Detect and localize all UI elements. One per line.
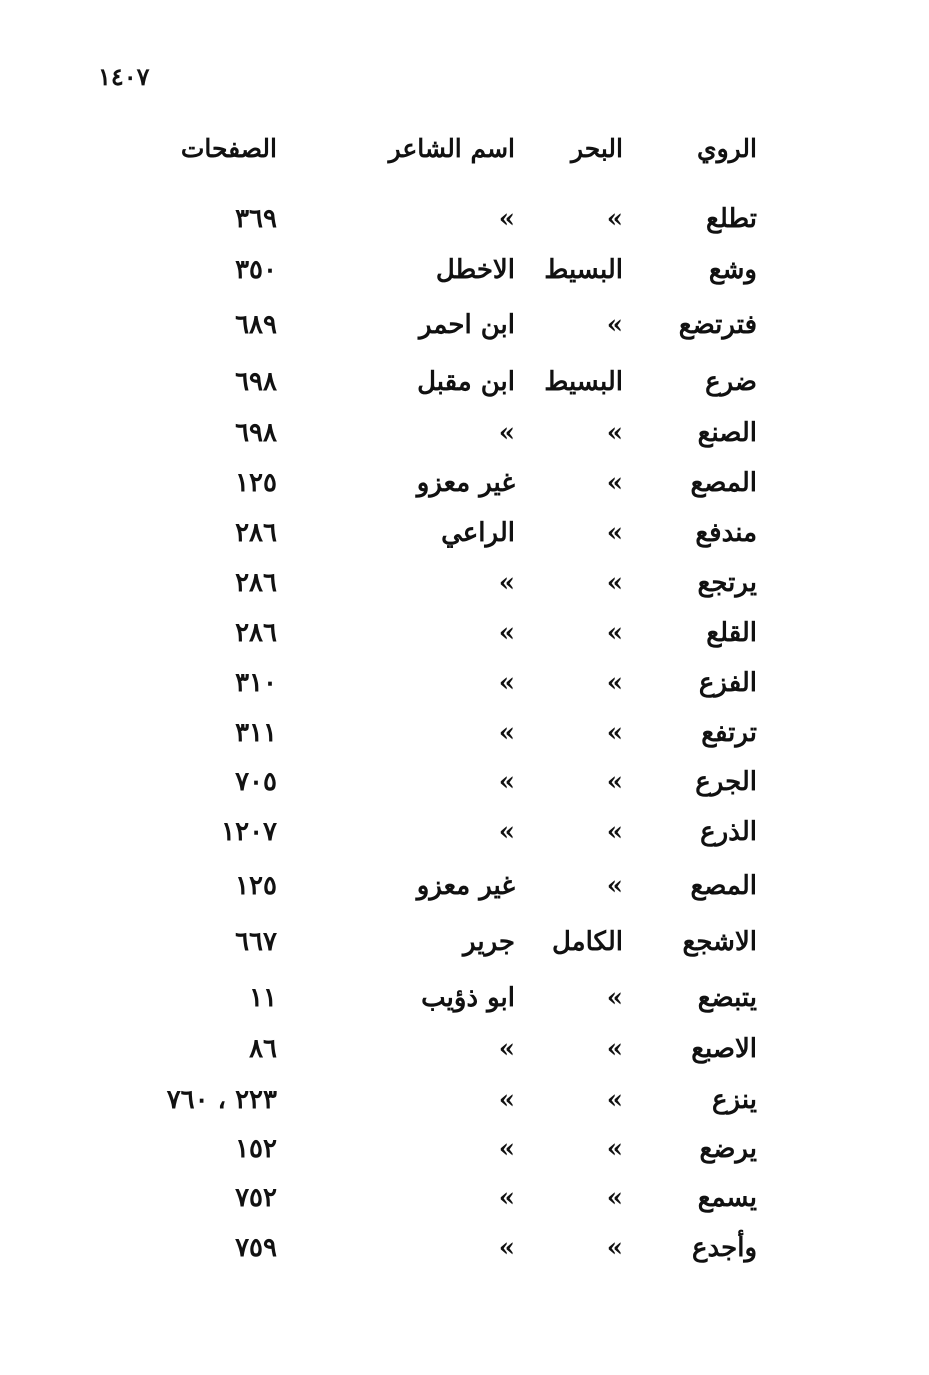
- table-row: [0, 1034, 929, 1080]
- poet-cell: »: [498, 668, 515, 698]
- pages-cell: ١٢٥: [235, 871, 277, 901]
- table-row: [0, 518, 929, 564]
- pages-cell: ١٥٢: [235, 1134, 277, 1164]
- pages-cell: ٢٨٦: [235, 518, 277, 548]
- bahr-cell: »: [606, 767, 623, 797]
- poet-cell: »: [498, 767, 515, 797]
- table-row: [0, 204, 929, 250]
- bahr-cell: الكامل: [551, 927, 623, 957]
- poet-cell: »: [498, 718, 515, 748]
- pages-cell: ٦٩٨: [235, 367, 277, 397]
- bahr-cell: »: [606, 204, 623, 234]
- bahr-cell: »: [606, 718, 623, 748]
- bahr-cell: »: [606, 1233, 623, 1263]
- rawi-cell: فترتضع: [678, 310, 757, 340]
- table-row: [0, 1233, 929, 1279]
- rawi-cell: تطلع: [705, 204, 757, 234]
- poet-cell: »: [498, 1034, 515, 1064]
- rawi-cell: الجرع: [695, 767, 757, 797]
- rawi-cell: القلع: [706, 618, 757, 648]
- bahr-cell: »: [606, 1034, 623, 1064]
- bahr-cell: »: [606, 668, 623, 698]
- poet-cell: »: [498, 817, 515, 847]
- bahr-cell: البسيط: [544, 255, 623, 285]
- table-row: [0, 927, 929, 973]
- bahr-cell: »: [606, 871, 623, 901]
- rawi-cell: مندفع: [695, 518, 757, 548]
- table-row: [0, 668, 929, 714]
- rawi-cell: يتبضع: [697, 983, 757, 1013]
- page-number: ١٤٠٧: [98, 62, 150, 91]
- bahr-cell: »: [606, 1183, 623, 1213]
- rawi-cell: وأجدع: [691, 1233, 757, 1263]
- poet-cell: غير معزو: [416, 871, 515, 901]
- table-row: [0, 618, 929, 664]
- poet-cell: غير معزو: [416, 468, 515, 498]
- pages-cell: ٦٨٩: [235, 310, 277, 340]
- pages-cell: ٢٢٣ ، ٧٦٠: [166, 1085, 277, 1115]
- table-row: [0, 568, 929, 614]
- table-row: [0, 367, 929, 413]
- bahr-cell: »: [606, 1085, 623, 1115]
- poet-cell: »: [498, 618, 515, 648]
- rawi-cell: الذرع: [700, 817, 757, 847]
- pages-cell: ١١: [249, 983, 277, 1013]
- pages-cell: ٧٠٥: [235, 767, 277, 797]
- table-row: [0, 817, 929, 863]
- poet-cell: ابن احمر: [419, 310, 515, 340]
- rawi-cell: الاصبع: [691, 1034, 757, 1064]
- rawi-cell: ترتفع: [701, 718, 757, 748]
- bahr-cell: »: [606, 817, 623, 847]
- bahr-cell: »: [606, 418, 623, 448]
- table-row: [0, 718, 929, 764]
- table-row: [0, 310, 929, 356]
- rawi-cell: المصع: [690, 468, 757, 498]
- pages-cell: ٣١٠: [235, 668, 277, 698]
- bahr-cell: »: [606, 310, 623, 340]
- rawi-cell: ينزع: [712, 1085, 757, 1115]
- bahr-cell: »: [606, 518, 623, 548]
- rawi-cell: يرضع: [699, 1134, 757, 1164]
- pages-cell: ٦٦٧: [235, 927, 277, 957]
- bahr-cell: »: [606, 618, 623, 648]
- bahr-cell: البسيط: [544, 367, 623, 397]
- header-pages: الصفحات: [180, 134, 277, 163]
- rawi-cell: ضرع: [705, 367, 757, 397]
- poet-cell: الراعي: [441, 518, 515, 548]
- pages-cell: ٧٥٩: [235, 1233, 277, 1263]
- bahr-cell: »: [606, 568, 623, 598]
- poet-cell: »: [498, 568, 515, 598]
- rawi-cell: يسمع: [697, 1183, 757, 1213]
- pages-cell: ٣٦٩: [235, 204, 277, 234]
- pages-cell: ٢٨٦: [235, 618, 277, 648]
- header-bahr: البحر: [570, 134, 623, 163]
- table-row: [0, 767, 929, 813]
- poet-cell: »: [498, 418, 515, 448]
- pages-cell: ٣٥٠: [235, 255, 277, 285]
- bahr-cell: »: [606, 1134, 623, 1164]
- poet-cell: »: [498, 1134, 515, 1164]
- rawi-cell: الصنع: [697, 418, 757, 448]
- table-row: [0, 1183, 929, 1229]
- pages-cell: ٧٥٢: [235, 1183, 277, 1213]
- table-header: [0, 134, 929, 180]
- poet-cell: »: [498, 204, 515, 234]
- table-row: [0, 983, 929, 1029]
- table-row: [0, 418, 929, 464]
- table-row: [0, 871, 929, 917]
- poet-cell: »: [498, 1233, 515, 1263]
- rawi-cell: المصع: [690, 871, 757, 901]
- header-rawi: الروي: [697, 134, 757, 163]
- bahr-cell: »: [606, 468, 623, 498]
- rawi-cell: يرتجع: [697, 568, 757, 598]
- poet-cell: »: [498, 1085, 515, 1115]
- table-row: [0, 1085, 929, 1131]
- rawi-cell: الفزع: [698, 668, 757, 698]
- poet-cell: ابو ذؤيب: [421, 983, 515, 1013]
- table-row: [0, 468, 929, 514]
- pages-cell: ٣١١: [235, 718, 277, 748]
- table-row: [0, 255, 929, 301]
- poet-cell: »: [498, 1183, 515, 1213]
- pages-cell: ٨٦: [249, 1034, 277, 1064]
- pages-cell: ١٢٠٧: [221, 817, 277, 847]
- rawi-cell: وشع: [708, 255, 757, 285]
- rawi-cell: الاشجع: [682, 927, 757, 957]
- pages-cell: ١٢٥: [235, 468, 277, 498]
- poet-cell: جرير: [463, 927, 515, 957]
- bahr-cell: »: [606, 983, 623, 1013]
- pages-cell: ٦٩٨: [235, 418, 277, 448]
- poet-cell: الاخطل: [435, 255, 515, 285]
- poet-cell: ابن مقبل: [417, 367, 515, 397]
- pages-cell: ٢٨٦: [235, 568, 277, 598]
- header-poet: اسم الشاعر: [388, 134, 515, 163]
- table-row: [0, 1134, 929, 1180]
